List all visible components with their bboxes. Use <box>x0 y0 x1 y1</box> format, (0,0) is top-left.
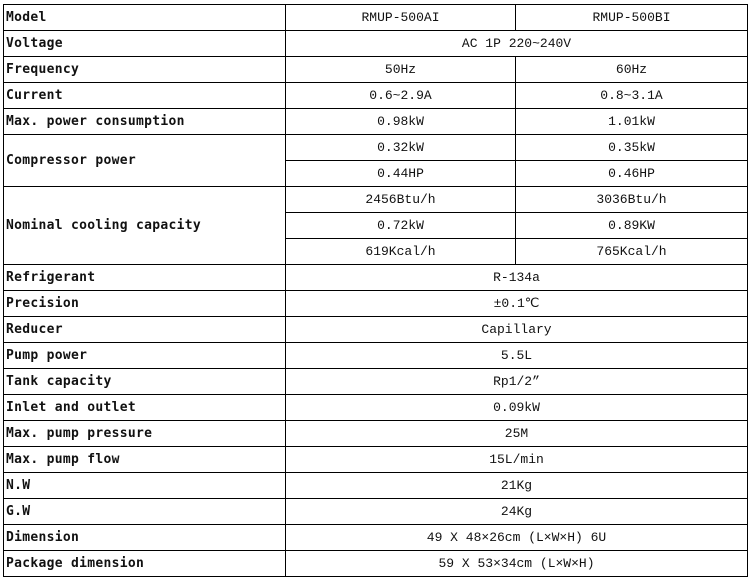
voltage-value: AC 1P 220~240V <box>286 31 748 57</box>
label-compressor: Compressor power <box>4 135 286 187</box>
refrigerant-value: R-134a <box>286 265 748 291</box>
reducer-value: Capillary <box>286 317 748 343</box>
cooling-b3: 765Kcal/h <box>516 239 748 265</box>
current-b: 0.8~3.1A <box>516 83 748 109</box>
label-nw: N.W <box>4 473 286 499</box>
cooling-a3: 619Kcal/h <box>286 239 516 265</box>
row-dimension <box>4 525 748 551</box>
precision-value: ±0.1℃ <box>286 291 748 317</box>
cooling-a1: 2456Btu/h <box>286 187 516 213</box>
row-reducer <box>4 317 748 343</box>
row-max-pump-flow <box>4 447 748 473</box>
row-model <box>4 5 748 31</box>
cooling-b2: 0.89KW <box>516 213 748 239</box>
frequency-b: 60Hz <box>516 57 748 83</box>
row-tank <box>4 369 748 395</box>
label-pump-power: Pump power <box>4 343 286 369</box>
gw-value: 24Kg <box>286 499 748 525</box>
package-value: 59 X 53×34cm (L×W×H) <box>286 551 748 577</box>
max-pump-flow-value: 15L/min <box>286 447 748 473</box>
row-refrigerant <box>4 265 748 291</box>
row-current <box>4 83 748 109</box>
label-gw: G.W <box>4 499 286 525</box>
max-power-b: 1.01kW <box>516 109 748 135</box>
compressor-a2: 0.44HP <box>286 161 516 187</box>
nw-value: 21Kg <box>286 473 748 499</box>
label-tank: Tank capacity <box>4 369 286 395</box>
cooling-b1: 3036Btu/h <box>516 187 748 213</box>
dimension-value: 49 X 48×26cm (L×W×H) 6U <box>286 525 748 551</box>
row-package <box>4 551 748 577</box>
row-max-power <box>4 109 748 135</box>
label-frequency: Frequency <box>4 57 286 83</box>
label-voltage: Voltage <box>4 31 286 57</box>
label-max-power: Max. power consumption <box>4 109 286 135</box>
cooling-a2: 0.72kW <box>286 213 516 239</box>
label-refrigerant: Refrigerant <box>4 265 286 291</box>
row-nw <box>4 473 748 499</box>
row-frequency <box>4 57 748 83</box>
row-gw <box>4 499 748 525</box>
label-reducer: Reducer <box>4 317 286 343</box>
label-current: Current <box>4 83 286 109</box>
row-voltage <box>4 31 748 57</box>
model-b: RMUP-500BI <box>516 5 748 31</box>
compressor-b2: 0.46HP <box>516 161 748 187</box>
current-a: 0.6~2.9A <box>286 83 516 109</box>
inlet-value: 0.09kW <box>286 395 748 421</box>
spec-table <box>3 4 748 577</box>
label-max-pump-flow: Max. pump flow <box>4 447 286 473</box>
tank-value: Rp1/2” <box>286 369 748 395</box>
max-power-a: 0.98kW <box>286 109 516 135</box>
max-pump-pressure-value: 25M <box>286 421 748 447</box>
compressor-a1: 0.32kW <box>286 135 516 161</box>
label-precision: Precision <box>4 291 286 317</box>
row-precision <box>4 291 748 317</box>
model-a: RMUP-500AI <box>286 5 516 31</box>
row-compressor-1 <box>4 135 748 161</box>
pump-power-value: 5.5L <box>286 343 748 369</box>
frequency-a: 50Hz <box>286 57 516 83</box>
row-pump-power <box>4 343 748 369</box>
label-package: Package dimension <box>4 551 286 577</box>
label-dimension: Dimension <box>4 525 286 551</box>
row-max-pump-pressure <box>4 421 748 447</box>
label-max-pump-pressure: Max. pump pressure <box>4 421 286 447</box>
label-inlet: Inlet and outlet <box>4 395 286 421</box>
compressor-b1: 0.35kW <box>516 135 748 161</box>
row-cooling-1 <box>4 187 748 213</box>
row-inlet <box>4 395 748 421</box>
label-cooling: Nominal cooling capacity <box>4 187 286 265</box>
label-model: Model <box>4 5 286 31</box>
